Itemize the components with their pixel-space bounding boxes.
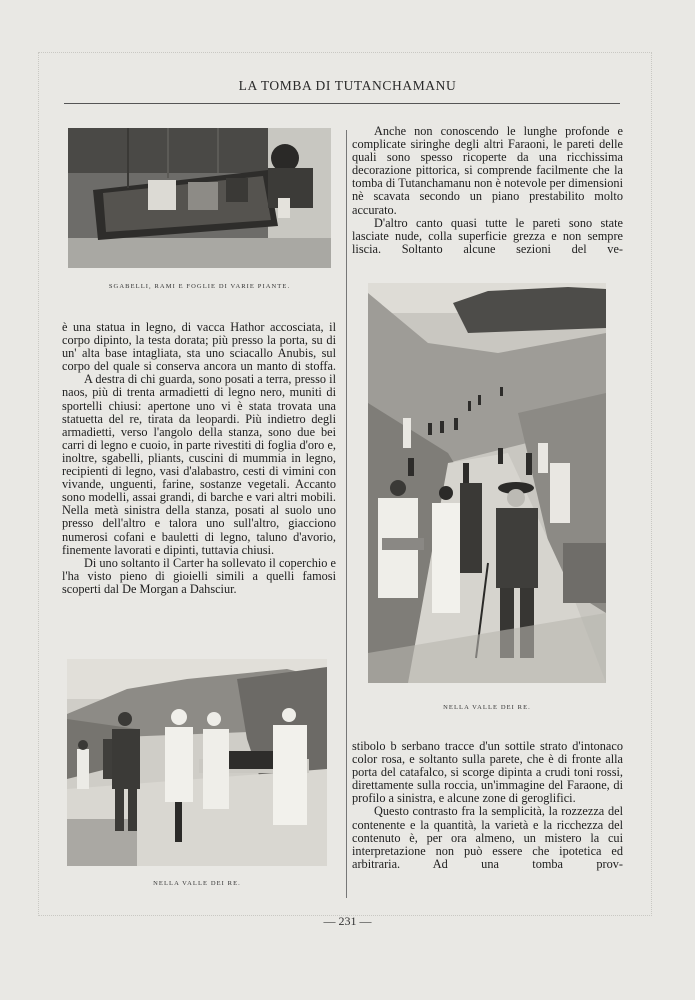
text-right-top: [352, 125, 623, 256]
paragraph: Anche non conoscendo le lunghe profonde e complicate siringhe degli altri Faraoni, le pareti delle quali sono spesso ricoperte da una ricchissima decorazione pittorica, si comprende facilmente che la tomba di Tutanchamanu non è notevole per dimensioni nè scavata secondo un piano prestabilito molto accurato.: [352, 124, 623, 217]
photo-sabelli-illustration: [68, 128, 331, 268]
paragraph: stibolo b serbano tracce d'un sottile strato d'intonaco color rosa, e soltanto sulla parete, che è di fronte alla porta del catafalco, si scorge dipinta a crudi toni rossi, direttamente sulla roccia, un'immagine del Faraone, di profilo a sinistra, e alcune zone di geroglifici.: [352, 739, 623, 806]
paragraph: Di uno soltanto il Carter ha sollevato il coperchio e l'ha visto pieno di gioielli simili a quelli famosi scoperti dal De Morgan a Dahsciur.: [62, 555, 336, 596]
paragraph: Questo contrasto fra la semplicità, la rozzezza del contenente e la quantità, la varietà e la ricchezza del contenuto è, per ora almeno, un mistero la cui interpretazione non può essere che ipotetica ed arbitraria. Ad una tomba prov-: [352, 804, 623, 871]
header-rule: [64, 103, 620, 104]
text-left-middle: [62, 321, 336, 596]
photo-valle-2: [67, 659, 327, 866]
paragraph: è una statua in legno, di vacca Hathor accosciata, il corpo dipinto, la testa dorata; più presso la porta, su di un' alta base intagliata, sta uno sciacallo Anubis, sul corpo del quale si conserva ancora un manto di stoffa.: [62, 320, 336, 374]
text-right-bottom: [352, 740, 623, 871]
caption-bottom-left: NELLA VALLE DEI RE.: [153, 880, 241, 887]
page-number: — 231 —: [323, 914, 372, 928]
photo-valle-1: [368, 283, 606, 683]
running-head: LA TOMBA DI TUTANCHAMANU: [238, 78, 457, 93]
photo-valle-2-illustration: [67, 659, 327, 866]
paragraph: D'altro canto quasi tutte le pareti sono state lasciate nude, colla superficie grezza e non sempre liscia. Soltanto alcune sezioni del ve-: [352, 215, 623, 256]
photo-sabelli: [68, 128, 331, 268]
paragraph: A destra di chi guarda, sono posati a terra, presso il naos, più di trenta armadietti di legno nero, muniti di sportelli chiusi: apertone uno vi è stata trovata una statuetta del re, tirata da leopardi. Più indietro degli armadietti, verso l'angolo della stanza, sono due bei carri di legno e cuoio, in parte rivestiti di foglia d'oro e, inoltre, sgabelli, pliants, cuscini di mummia in legno, recipienti di legno, vasi d'alabastro, cesti di vimini con vivande, unguenti, farine, sostanze vegetali. Accanto sono modelli, assai grandi, di barche e vari altri mobili. Nella metà sinistra della stanza, posati al suolo uno presso dell'altro e talora uno sull'altro, giacciono numerosi cofani e bauletti di legno, taluno d'avorio, finemente lavorati e dipinti, tuttavia chiusi.: [62, 372, 336, 557]
caption-right: NELLA VALLE DEI RE.: [443, 704, 531, 711]
caption-top-left: SGABELLI, RAMI E FOGLIE DI VARIE PIANTE.: [108, 283, 291, 290]
photo-valle-1-illustration: [368, 283, 606, 683]
column-divider: [346, 130, 347, 898]
